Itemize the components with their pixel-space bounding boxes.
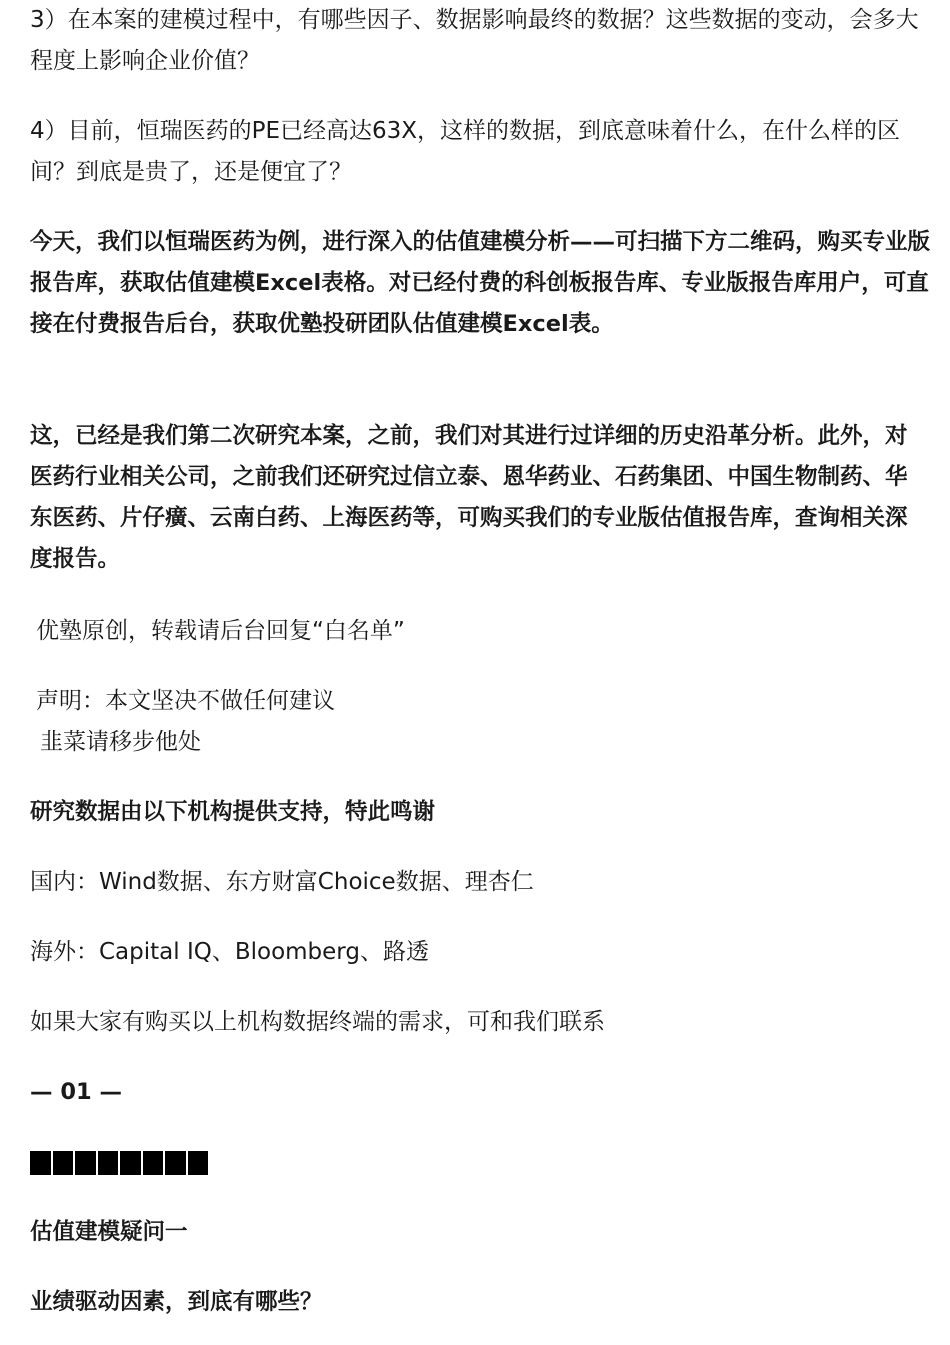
intro-paragraph: 今天，我们以恒瑞医药为例，进行深入的估值建模分析——可扫描下方二维码，购买专业版报告库，获取估值建模Excel表格。对已经付费的科创板报告库、专业版报告库用户，可直接在付费报告后台，获取优塾投研团队估值建模Excel表。: [30, 229, 931, 337]
redaction-block: [30, 1151, 51, 1175]
redaction-block: [143, 1151, 164, 1175]
overseas-sources: 海外：Capital IQ、Bloomberg、路透: [30, 939, 429, 965]
redaction-block: [75, 1151, 96, 1175]
section-number: — 01 —: [30, 1079, 122, 1105]
statement-line-1: 声明：本文坚决不做任何建议: [36, 688, 335, 714]
question-subtitle: 业绩驱动因素，到底有哪些？: [30, 1289, 323, 1315]
statement-line-2: 韭菜请移步他处: [40, 729, 201, 755]
redaction-block: [165, 1151, 186, 1175]
redaction-block: [53, 1151, 74, 1175]
redaction-block: [120, 1151, 141, 1175]
domestic-sources: 国内：Wind数据、东方财富Choice数据、理杏仁: [30, 869, 534, 895]
thanks-heading: 研究数据由以下机构提供支持，特此鸣谢: [30, 799, 436, 825]
redacted-heading-blocks: [30, 1151, 210, 1175]
statement-block: [30, 681, 920, 763]
history-paragraph: 这，已经是我们第二次研究本案，之前，我们对其进行过详细的历史沿革分析。此外，对医药行业相关公司，之前我们还研究过信立泰、恩华药业、石药集团、中国生物制药、华东医药、片仔癀、云南白药、上海医药等，可购买我们的专业版估值报告库，查询相关深度报告。: [30, 423, 908, 572]
redaction-block: [188, 1151, 209, 1175]
question-4-paragraph: 4）目前，恒瑞医药的PE已经高达63X，这样的数据，到底意味着什么，在什么样的区间？到底是贵了，还是便宜了？: [30, 118, 901, 185]
question-title: 估值建模疑问一: [30, 1219, 188, 1245]
question-3-paragraph: 3）在本案的建模过程中，有哪些因子、数据影响最终的数据？这些数据的变动，会多大程度上影响企业价值？: [30, 7, 919, 74]
redaction-block: [98, 1151, 119, 1175]
original-notice: 优塾原创，转载请后台回复“白名单”: [36, 618, 405, 644]
contact-line: 如果大家有购买以上机构数据终端的需求，可和我们联系: [30, 1009, 605, 1035]
